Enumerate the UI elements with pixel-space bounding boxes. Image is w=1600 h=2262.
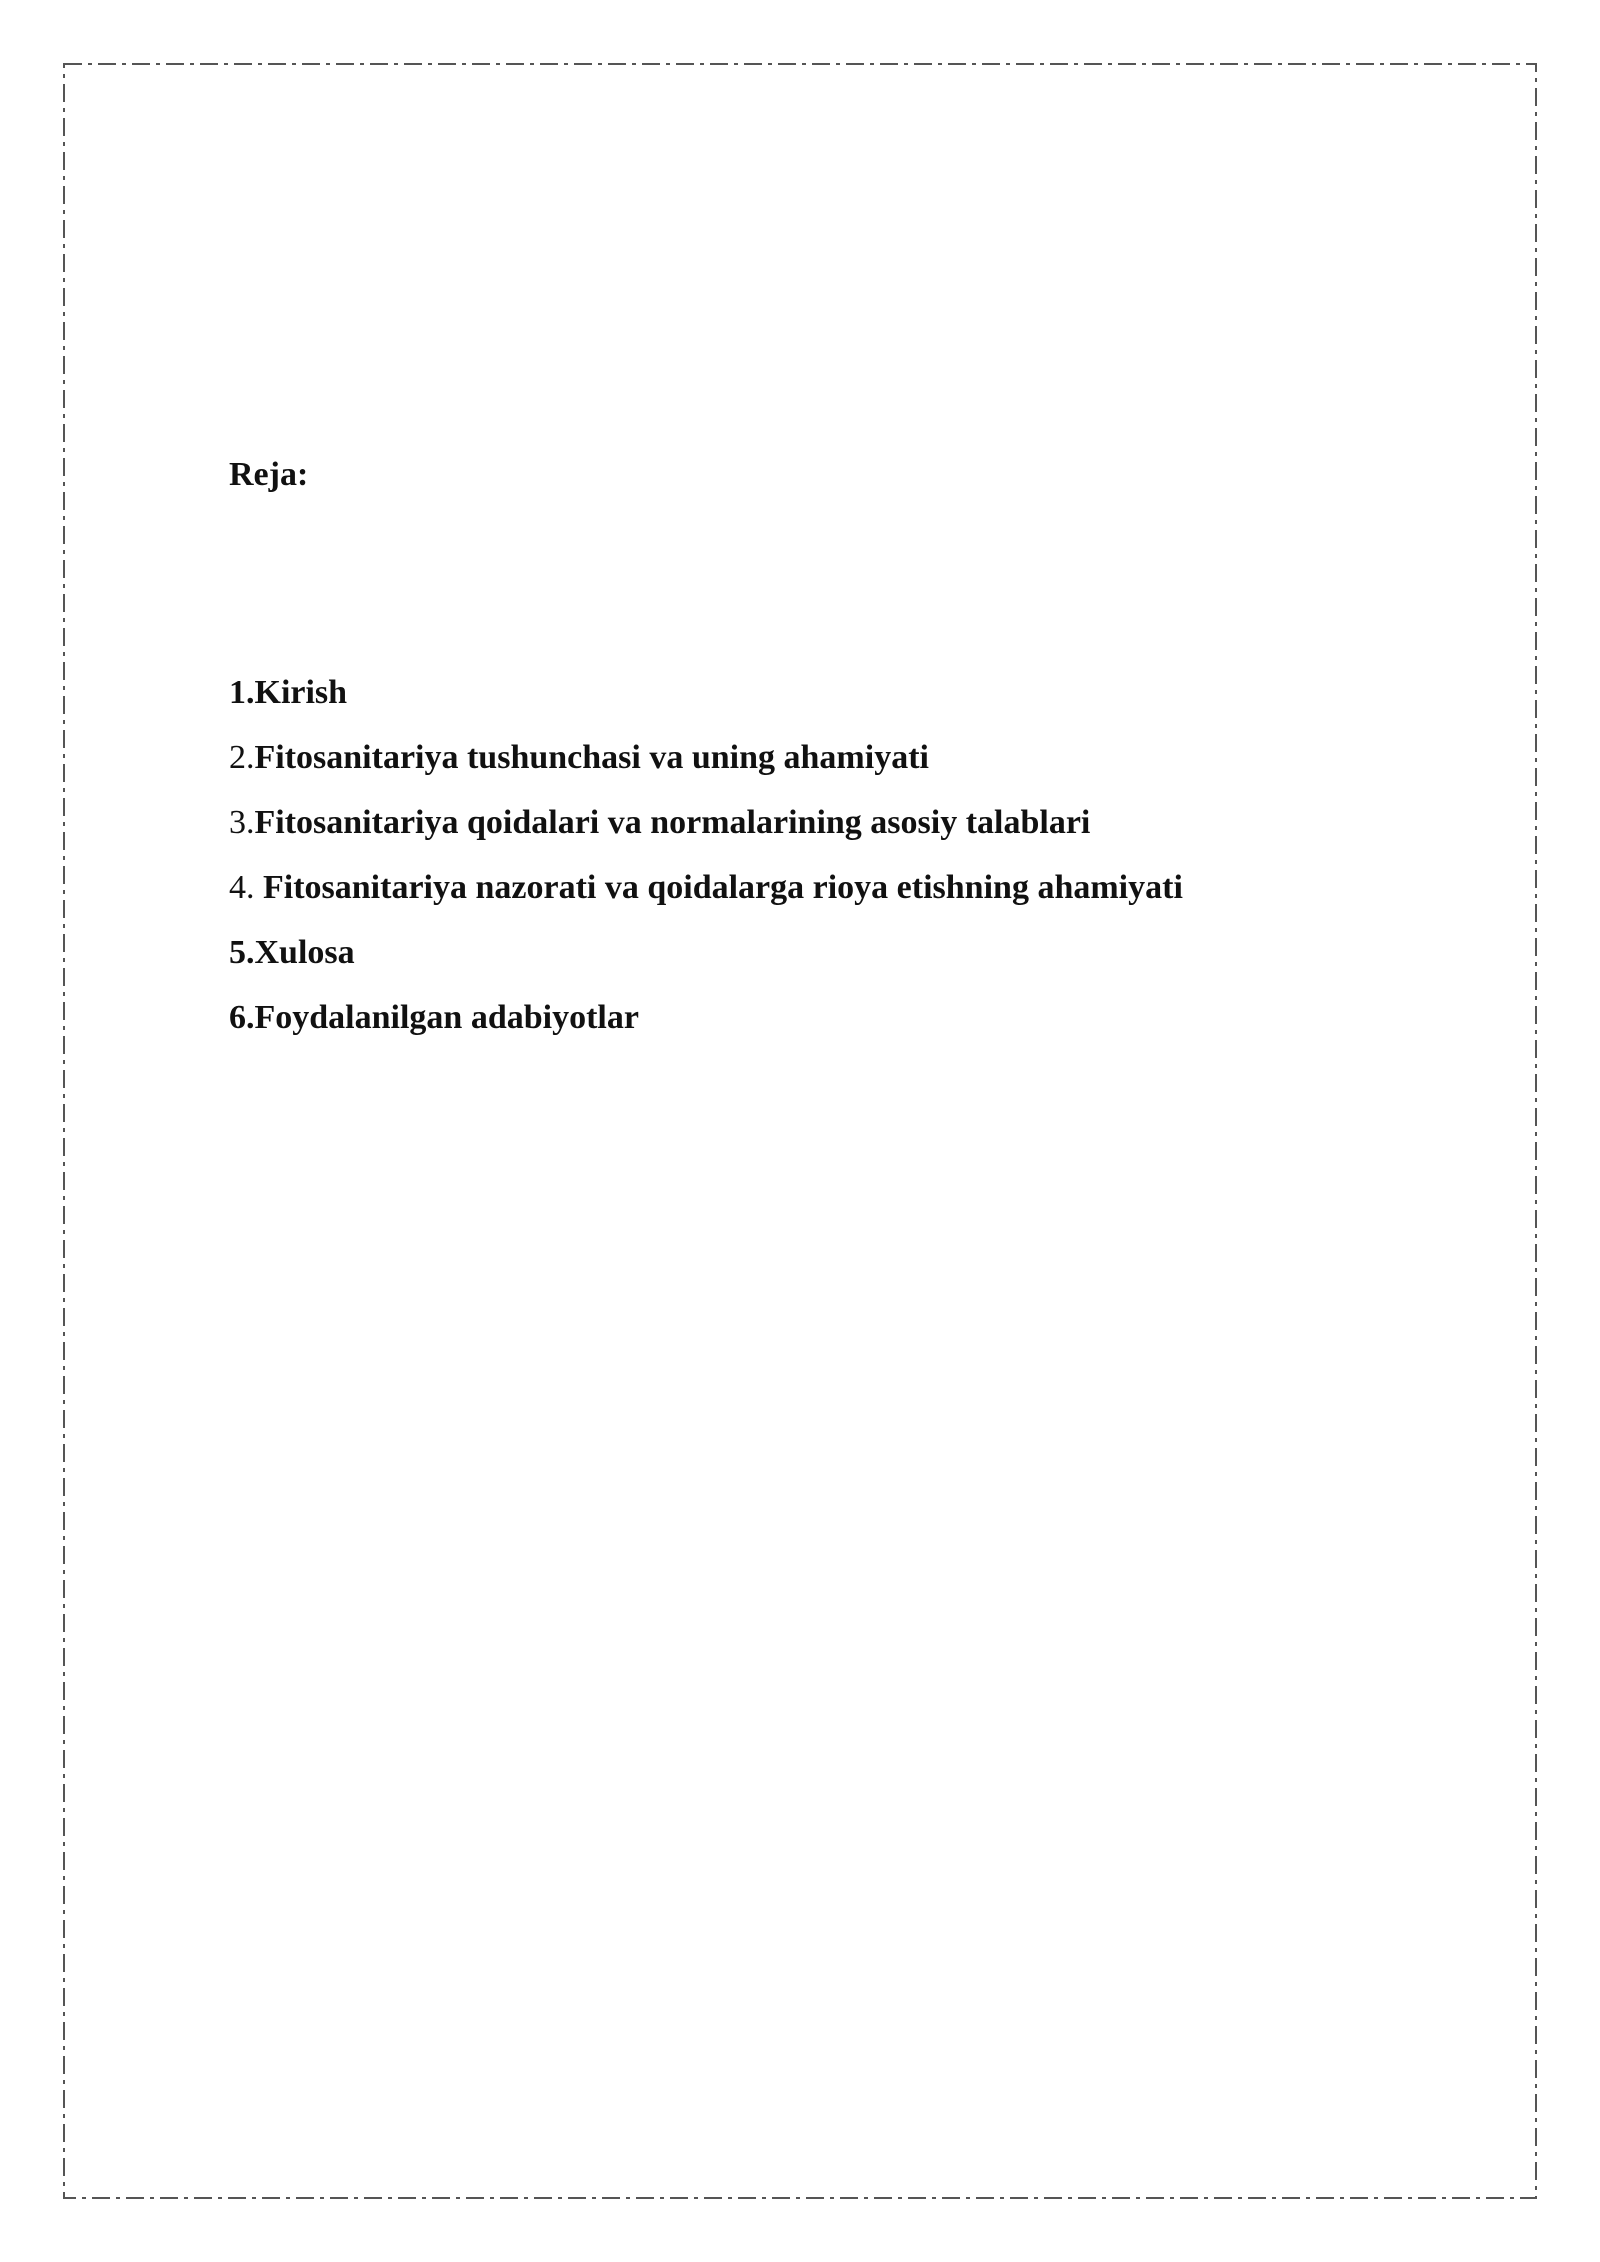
plan-item-text: Kirish [254,674,348,711]
plan-item-text: Xulosa [254,934,355,971]
plan-item-text: Fitosanitariya nazorati va qoidalarga rioya etishning ahamiyati [263,869,1183,906]
plan-item-number: 5. [229,934,255,971]
plan-item [229,985,1379,1050]
plan-item-number: 1. [229,674,255,711]
plan-item-text: Foydalanilgan adabiyotlar [254,999,639,1036]
plan-list [229,660,1379,1050]
plan-item [229,660,1379,725]
dash-dot-border-frame [64,64,1536,2198]
plan-item [229,855,1379,920]
plan-item [229,790,1379,855]
plan-item-text: Fitosanitariya tushunchasi va uning ahamiyati [254,739,929,776]
plan-item-text: Fitosanitariya qoidalari va normalarining asosiy talablari [254,804,1091,841]
plan-item-number: 3. [229,804,255,841]
document-content [229,455,1379,1036]
plan-item [229,725,1379,790]
plan-item-number: 2. [229,739,255,776]
plan-item-number: 4. [229,869,263,906]
page-border [64,64,1536,2198]
plan-item [229,920,1379,985]
plan-heading: Reja: [229,456,309,493]
plan-item-number: 6. [229,999,255,1036]
